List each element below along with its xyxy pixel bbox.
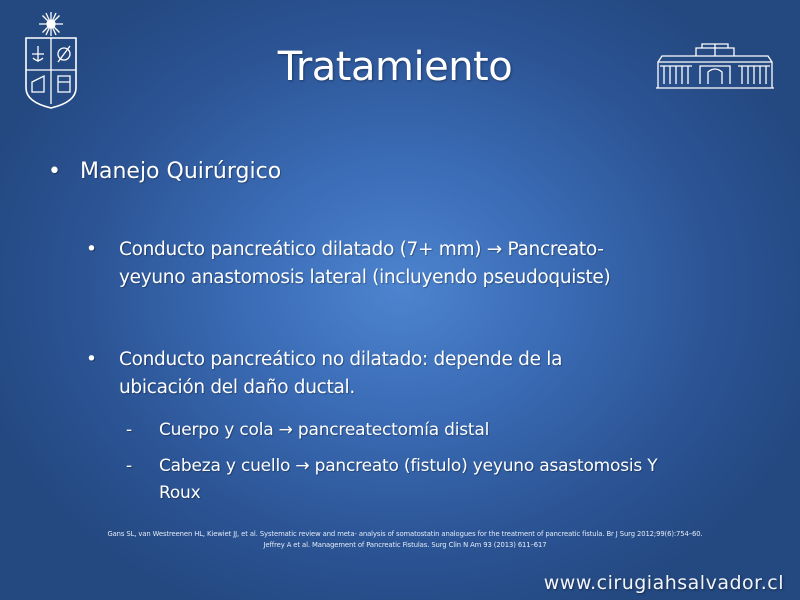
dash-icon: - (126, 420, 132, 440)
bullet-text (159, 417, 489, 444)
bullet-text (119, 236, 610, 292)
bullet-text: Manejo Quirúrgico (80, 159, 282, 184)
bullet-line: Cuerpo y cola → pancreatectomía distal (159, 420, 490, 440)
bullet-line: yeyuno anastomosis lateral (incluyendo pseudoquiste) (119, 267, 611, 288)
dash-icon: - (126, 456, 132, 476)
website-footer: www.cirugiahsalvador.cl (543, 572, 784, 594)
bullet-icon: • (48, 159, 61, 184)
bullet-icon: • (86, 349, 97, 370)
bullet-line: Roux (159, 483, 201, 503)
reference-line: Jeffrey A et al. Management of Pancreatic Fistulas. Surg Clin N Am 93 (2013) 611–617 (263, 541, 547, 549)
bullet-conducto-no-dilatado (86, 346, 776, 402)
bullet-text (119, 346, 562, 402)
bullet-text (159, 453, 657, 507)
bullet-line: Conducto pancreático dilatado (7+ mm) → Pancreato- (119, 239, 604, 260)
bullet-icon: • (86, 239, 97, 260)
bullet-conducto-dilatado (86, 236, 776, 292)
references (40, 529, 770, 551)
bullet-line: ubicación del daño ductal. (119, 377, 355, 398)
slide-title: Tratamiento (277, 44, 513, 90)
subbullet-cabeza-cuello (126, 453, 776, 507)
bullet-manejo-quirurgico (48, 157, 281, 187)
reference-line: Gans SL, van Westreenen HL, Kiewiet JJ, et al. Systematic review and meta- analysis of somatostatin analogues for the treatment of pancreatic fistula. Br J Surg 2012;99(6):754–60. (107, 530, 703, 538)
bullet-line: Cabeza y cuello → pancreato (fistulo) yeyuno asastomosis Y (159, 456, 658, 476)
subbullet-cuerpo-cola (126, 417, 776, 444)
bullet-line: Conducto pancreático no dilatado: depende de la (119, 349, 563, 370)
